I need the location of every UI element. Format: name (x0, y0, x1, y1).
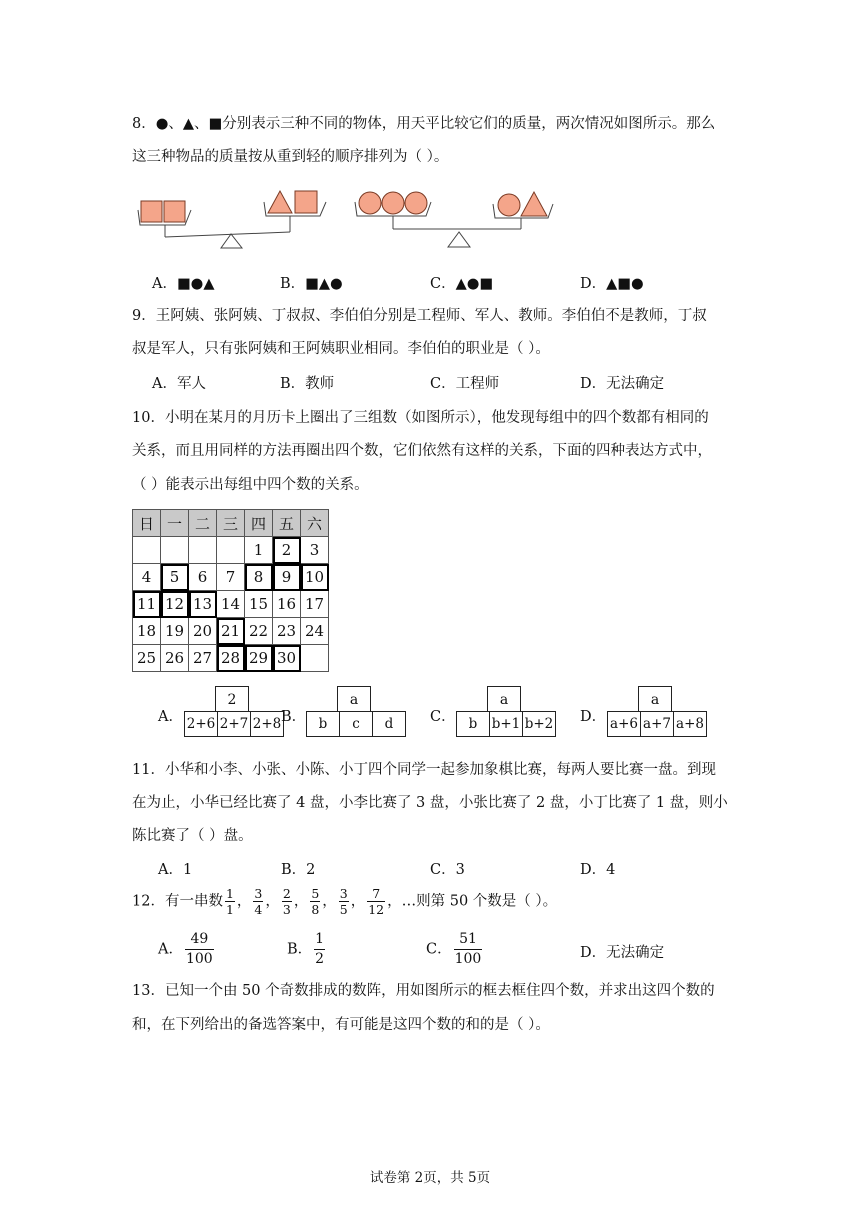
calendar-cell (189, 537, 217, 564)
shape-bottom-row (306, 711, 406, 737)
calendar-cell: 4 (133, 564, 161, 591)
shape-bottom-row (456, 711, 556, 737)
circle-shape (498, 194, 520, 216)
calendar-row (133, 618, 329, 645)
shape-top-cell: 2 (215, 686, 249, 712)
calendar-row (133, 537, 329, 564)
calendar-cell: 7 (217, 564, 245, 591)
calendar-cell: 17 (301, 591, 329, 618)
calendar-cell-circled: 29 (245, 645, 273, 672)
q10-line-3: （ ）能表示出每组中四个数的关系。 (132, 477, 369, 493)
q11-line-2: 在为止，小华已经比赛了 4 盘，小李比赛了 3 盘，小张比赛了 2 盘，小丁比赛了 1 盘，则小 (132, 795, 728, 811)
shape-cell: d (384, 716, 394, 732)
square-shape (295, 191, 317, 213)
calendar-header-cell: 五 (273, 510, 301, 537)
shape-cell: b (307, 712, 340, 736)
calendar-header-cell: 四 (245, 510, 273, 537)
q10-option-d-label: D． (580, 709, 607, 725)
shape-top-cell: a (638, 686, 672, 712)
calendar-table (132, 509, 329, 672)
shape-cell: a+8 (676, 716, 704, 732)
calendar-cell (161, 537, 189, 564)
q9-line-2: 叔是军人，只有张阿姨和王阿姨职业相同。李伯伯的职业是（ ）。 (132, 341, 550, 357)
calendar-cell: 16 (273, 591, 301, 618)
shape-bottom-row (184, 711, 284, 737)
q9-option-c: C．工程师 (430, 376, 500, 392)
q11-option-b: B．2 (281, 862, 316, 878)
calendar-header-cell: 一 (161, 510, 189, 537)
balance-figures (125, 180, 565, 252)
circle-shape (382, 192, 404, 214)
shape-cell: 2+7 (218, 712, 251, 736)
calendar-cell-circled: 2 (273, 537, 301, 564)
circle-shape (405, 192, 427, 214)
q10-option-c-label: C． (430, 709, 456, 725)
shape-cell: 2+6 (185, 712, 218, 736)
calendar-cell: 15 (245, 591, 273, 618)
calendar-cell: 19 (161, 618, 189, 645)
q12-suffix: ，…则第 50 个数是（ ）。 (387, 893, 558, 910)
q11-line-3: 陈比赛了（ ）盘。 (132, 828, 253, 844)
shape-cell: b+1 (490, 712, 523, 736)
fraction: $\frac{5}{8}$ (311, 886, 320, 917)
q10-option-a-label: A． (158, 709, 183, 725)
calendar-cell-circled: 10 (301, 564, 329, 591)
q9-option-d: D．无法确定 (580, 376, 665, 392)
calendar-cell: 1 (245, 537, 273, 564)
calendar-cell-circled: 8 (245, 564, 273, 591)
shape-cell: b (457, 712, 490, 736)
calendar-cell (217, 537, 245, 564)
shape-cell: a+6 (608, 712, 641, 736)
fraction: $\frac{2}{3}$ (282, 886, 291, 917)
q8-option-a: A．■●▲ (152, 276, 215, 292)
calendar-row (133, 591, 329, 618)
calendar-header-cell: 三 (217, 510, 245, 537)
calendar-header-cell: 日 (133, 510, 161, 537)
q11-option-c: C．3 (430, 862, 465, 878)
shape-cell: b+2 (524, 716, 554, 732)
calendar-cell: 20 (189, 618, 217, 645)
q8-option-d: D．▲■● (580, 276, 644, 292)
q12-option-c: C． $\frac{51}{100}$ (426, 931, 482, 967)
shape-bottom-row (607, 711, 707, 737)
q10-option-b-label: B． (281, 709, 307, 725)
q12-option-b: B． $\frac{1}{2}$ (287, 931, 325, 967)
fraction: $\frac{1}{1}$ (225, 886, 234, 917)
triangle-shape (521, 192, 547, 216)
calendar-cell: 14 (217, 591, 245, 618)
q11-option-d: D．4 (580, 862, 616, 878)
q9-option-a: A．军人 (152, 376, 206, 392)
q10-line-1: 10．小明在某月的月历卡上圈出了三组数（如图所示），他发现每组中的四个数都有相同的 (132, 410, 709, 426)
calendar-cell-circled: 21 (217, 618, 245, 645)
shape-cell: a+7 (641, 712, 674, 736)
calendar-cell-circled: 28 (217, 645, 245, 672)
fraction: $\frac{3}{4}$ (254, 886, 263, 917)
q8-line-1: 8．●、▲、■分别表示三种不同的物体，用天平比较它们的质量，两次情况如图所示。那么 (132, 116, 716, 132)
q13-line-1: 13．已知一个由 50 个奇数排成的数阵，用如图所示的框去框住四个数，并求出这四个数的 (132, 983, 715, 999)
fraction: $\frac{51}{100}$ (454, 931, 482, 967)
q11-line-1: 11．小华和小李、小张、小陈、小丁四个同学一起参加象棋比赛，每两人要比赛一盘。到现 (132, 762, 716, 778)
calendar-cell (301, 645, 329, 672)
calendar-cell: 23 (273, 618, 301, 645)
square-shape (141, 201, 162, 222)
q9-option-b: B．教师 (280, 376, 335, 392)
calendar-cell: 24 (301, 618, 329, 645)
q8-option-b: B．■▲● (280, 276, 343, 292)
calendar-cell: 22 (245, 618, 273, 645)
calendar-cell: 25 (133, 645, 161, 672)
q12-prefix: 12．有一串数 (132, 893, 223, 910)
q8-line-2: 这三种物品的质量按从重到轻的顺序排列为（ ）。 (132, 149, 449, 165)
q10-line-2: 关系，而且用同样的方法再圈出四个数，它们依然有这样的关系，下面的四种表达方式中， (132, 443, 712, 459)
calendar-cell: 3 (301, 537, 329, 564)
triangle-shape (268, 191, 292, 213)
calendar-cell: 27 (189, 645, 217, 672)
fraction: $\frac{7}{12}$ (368, 886, 385, 917)
circle-shape (359, 192, 381, 214)
calendar-cell-circled: 11 (133, 591, 161, 618)
calendar-row (133, 564, 329, 591)
calendar-cell-circled: 12 (161, 591, 189, 618)
q8-option-c: C．▲●■ (430, 276, 494, 292)
q12-line: 12．有一串数 $\frac{1}{1}$ ， $\frac{3}{4}$ ， $\frac{2}{3}$ ， $\frac{5}{8}$ ， $\frac{3}{5}$ ， $\frac{7}{12}$ ，…则第 50 个数是（ ）。 (132, 886, 558, 917)
q11-option-a: A．1 (158, 862, 193, 878)
calendar-cell-circled: 30 (273, 645, 301, 672)
q9-line-1: 9．王阿姨、张阿姨、丁叔叔、李伯伯分别是工程师、军人、教师。李伯伯不是教师，丁叔 (132, 308, 707, 324)
q12-option-d: D．无法确定 (580, 945, 665, 961)
shape-cell: c (340, 712, 373, 736)
calendar-cell: 6 (189, 564, 217, 591)
calendar-header-cell: 六 (301, 510, 329, 537)
fraction: $\frac{3}{5}$ (339, 886, 348, 917)
square-shape (164, 201, 185, 222)
calendar-cell: 26 (161, 645, 189, 672)
shape-top-cell: a (487, 686, 521, 712)
calendar-cell-circled: 5 (161, 564, 189, 591)
calendar-cell (133, 537, 161, 564)
calendar-row (133, 645, 329, 672)
shape-top-cell: a (337, 686, 371, 712)
q12-option-a: A． $\frac{49}{100}$ (158, 931, 213, 967)
fraction: $\frac{49}{100}$ (185, 931, 213, 967)
calendar-header-cell: 二 (189, 510, 217, 537)
q13-line-2: 和，在下列给出的备选答案中，有可能是这四个数的和的是（ ）。 (132, 1017, 550, 1033)
calendar-cell-circled: 13 (189, 591, 217, 618)
calendar-header-row (133, 510, 329, 537)
fraction: $\frac{1}{2}$ (315, 931, 325, 967)
calendar-cell: 18 (133, 618, 161, 645)
page-footer: 试卷第 2页，共 5页 (369, 1170, 491, 1186)
shape-cell: 2+8 (252, 716, 282, 732)
calendar-cell-circled: 9 (273, 564, 301, 591)
